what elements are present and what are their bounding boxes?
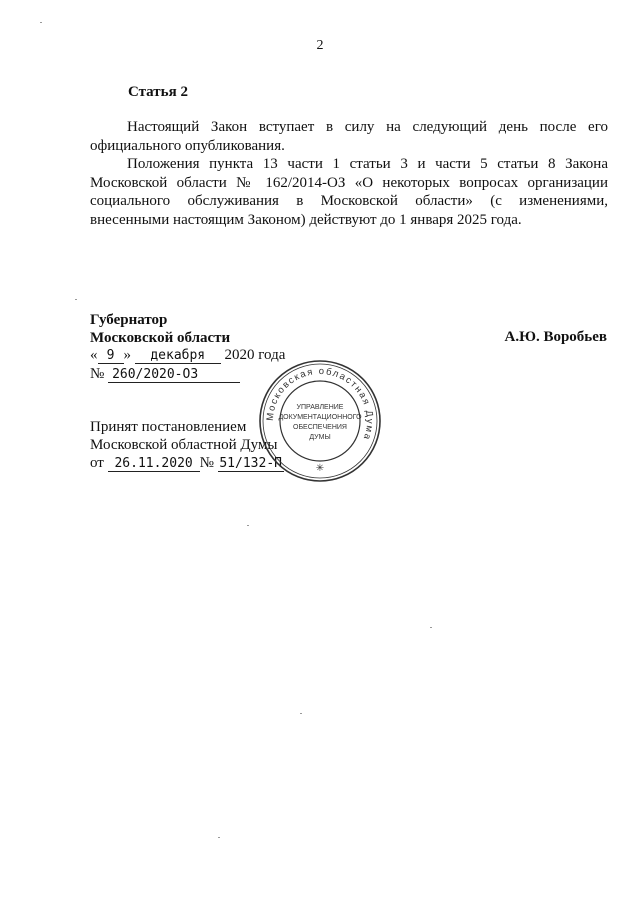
quote-open: « — [90, 347, 98, 363]
governor-name: А.Ю. Воробьев — [504, 329, 607, 345]
signing-day: 9 — [98, 348, 124, 364]
signing-date — [90, 347, 285, 364]
law-number-label: № — [90, 366, 105, 382]
adoption-block — [90, 418, 284, 472]
scan-speck — [247, 525, 249, 526]
stamp-center-text — [278, 404, 362, 441]
law-number-row — [90, 366, 240, 383]
article-paragraph-1 — [90, 118, 608, 155]
stamp-center-line: УПРАВЛЕНИЕ — [296, 404, 344, 411]
signing-year: 2020 года — [224, 347, 286, 363]
scan-speck — [430, 627, 432, 628]
scan-speck — [75, 299, 77, 300]
governor-title-line2: Московской области — [90, 330, 231, 346]
adoption-number-row — [90, 454, 284, 472]
governor-title — [90, 311, 230, 347]
article-paragraph-2 — [90, 155, 608, 229]
law-number: 260/2020-ОЗ — [108, 367, 240, 383]
official-stamp — [258, 359, 382, 483]
page-number: 2 — [316, 38, 324, 53]
stamp-ring-textpath: Московская областная Дума — [264, 365, 376, 443]
article-heading: Статья 2 — [128, 84, 188, 100]
star-icon: ✳ — [315, 463, 325, 474]
stamp-center-line: ДОКУМЕНТАЦИОННОГО — [278, 414, 362, 421]
scan-speck — [218, 837, 220, 838]
adoption-line1: Принят постановлением — [90, 419, 247, 435]
adoption-number-label: № — [199, 455, 214, 471]
adoption-line2: Московской областной Думы — [90, 437, 278, 453]
stamp-inner-ring — [280, 381, 360, 461]
quote-close: » — [123, 347, 131, 363]
article-paragraph-1-text: Настоящий Закон вступает в силу на следующий день после его официального опубликования. — [90, 119, 608, 154]
adoption-number: 51/132-П — [219, 456, 282, 471]
article-paragraph-2-text: Положения пункта 13 части 1 статьи 3 и части 5 статьи 8 Закона Московской области № 162/2014-ОЗ «О некоторых вопросах организации социального обслуживания в Московской области» (с изменениями, внесенными настоящим Законом) действуют до 1 января 2025 года. — [90, 156, 608, 228]
governor-title-line1: Губернатор — [90, 312, 168, 328]
signing-month: декабря — [135, 348, 221, 364]
adoption-date-label: от — [90, 455, 104, 471]
stamp-center-line: ОБЕСПЕЧЕНИЯ — [293, 424, 347, 431]
stamp-center-line: ДУМЫ — [309, 434, 331, 441]
scan-speck — [40, 22, 42, 23]
adoption-date: 26.11.2020 — [108, 456, 200, 472]
scan-speck — [300, 713, 302, 714]
